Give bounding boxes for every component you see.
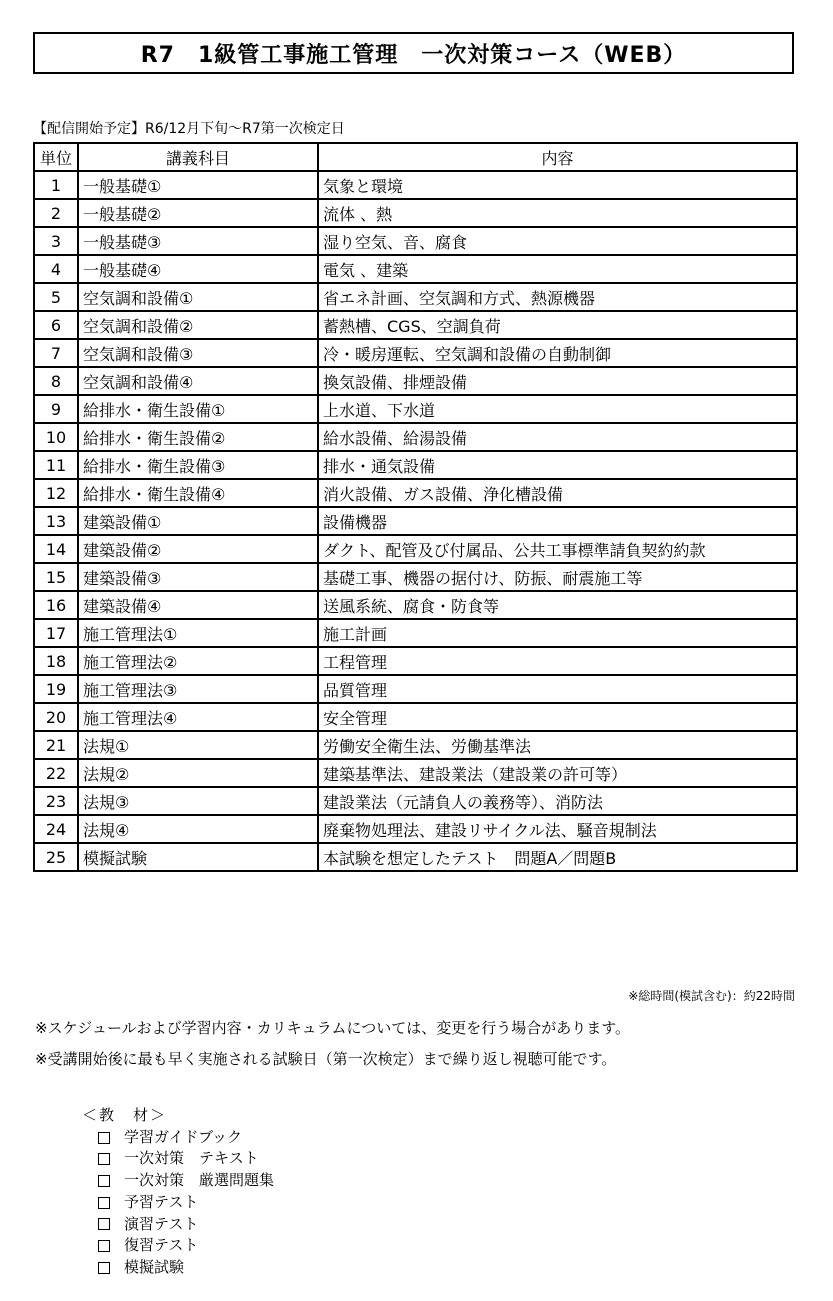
unit-number-cell: 8 xyxy=(34,367,78,395)
material-label: 模擬試験 xyxy=(124,1257,185,1276)
content-cell: 流体 、熱 xyxy=(318,199,797,227)
table-row xyxy=(34,787,797,815)
content-cell: 品質管理 xyxy=(318,675,797,703)
content-cell: 本試験を想定したテスト 問題A／問題B xyxy=(318,843,797,871)
content-cell: 気象と環境 xyxy=(318,171,797,199)
unit-number-cell: 6 xyxy=(34,311,78,339)
subject-cell: 法規④ xyxy=(78,815,318,843)
material-label: 予習テスト xyxy=(124,1192,199,1211)
unit-number-cell: 25 xyxy=(34,843,78,871)
unit-number-cell: 12 xyxy=(34,479,78,507)
material-item xyxy=(98,1148,274,1170)
content-cell: 送風系統、腐食・防食等 xyxy=(318,591,797,619)
table-row xyxy=(34,367,797,395)
unit-number-cell: 17 xyxy=(34,619,78,647)
content-cell: 換気設備、排煙設備 xyxy=(318,367,797,395)
subject-cell: 施工管理法① xyxy=(78,619,318,647)
subject-cell: 給排水・衛生設備① xyxy=(78,395,318,423)
unit-number-cell: 22 xyxy=(34,759,78,787)
subject-cell: 空気調和設備② xyxy=(78,311,318,339)
content-cell: 建築基準法、建設業法（建設業の許可等） xyxy=(318,759,797,787)
unit-number-cell: 11 xyxy=(34,451,78,479)
unit-number-cell: 4 xyxy=(34,255,78,283)
table-row xyxy=(34,535,797,563)
unit-number-cell: 19 xyxy=(34,675,78,703)
unit-number-cell: 2 xyxy=(34,199,78,227)
unit-number-cell: 23 xyxy=(34,787,78,815)
table-row xyxy=(34,619,797,647)
table-row xyxy=(34,647,797,675)
table-row xyxy=(34,339,797,367)
content-cell: 基礎工事、機器の据付け、防振、耐震施工等 xyxy=(318,563,797,591)
header-content: 内容 xyxy=(318,143,797,171)
page-title: R7 1級管工事施工管理 一次対策コース（WEB） xyxy=(33,32,794,74)
material-label: 演習テスト xyxy=(124,1214,199,1233)
content-cell: 電気 、建築 xyxy=(318,255,797,283)
content-cell: 蓄熱槽、CGS、空調負荷 xyxy=(318,311,797,339)
table-row xyxy=(34,703,797,731)
table-row xyxy=(34,591,797,619)
total-time: ※総時間(模試含む)：約22時間 xyxy=(628,989,795,1003)
course-table xyxy=(33,142,798,872)
table-row xyxy=(34,171,797,199)
table-row xyxy=(34,843,797,871)
content-cell: 建設業法（元請負人の義務等）、消防法 xyxy=(318,787,797,815)
material-label: 一次対策 テキスト xyxy=(124,1149,259,1168)
material-item xyxy=(98,1257,274,1279)
table-row xyxy=(34,283,797,311)
content-cell: 消火設備、ガス設備、浄化槽設備 xyxy=(318,479,797,507)
checkbox-square-icon xyxy=(98,1262,110,1274)
checkbox-square-icon xyxy=(98,1132,110,1144)
unit-number-cell: 15 xyxy=(34,563,78,591)
subject-cell: 一般基礎② xyxy=(78,199,318,227)
table-row xyxy=(34,311,797,339)
header-subject: 講義科目 xyxy=(78,143,318,171)
unit-number-cell: 1 xyxy=(34,171,78,199)
subject-cell: 建築設備④ xyxy=(78,591,318,619)
unit-number-cell: 21 xyxy=(34,731,78,759)
subject-cell: 給排水・衛生設備③ xyxy=(78,451,318,479)
table-row xyxy=(34,731,797,759)
checkbox-square-icon xyxy=(98,1197,110,1209)
unit-number-cell: 9 xyxy=(34,395,78,423)
subject-cell: 一般基礎① xyxy=(78,171,318,199)
material-label: 復習テスト xyxy=(124,1236,199,1255)
table-row xyxy=(34,199,797,227)
content-cell: 設備機器 xyxy=(318,507,797,535)
unit-number-cell: 14 xyxy=(34,535,78,563)
table-row xyxy=(34,479,797,507)
subject-cell: 施工管理法② xyxy=(78,647,318,675)
subject-cell: 建築設備② xyxy=(78,535,318,563)
unit-number-cell: 3 xyxy=(34,227,78,255)
unit-number-cell: 13 xyxy=(34,507,78,535)
subject-cell: 給排水・衛生設備② xyxy=(78,423,318,451)
content-cell: 廃棄物処理法、建設リサイクル法、騒音規制法 xyxy=(318,815,797,843)
note-schedule-change: ※スケジュールおよび学習内容・カリキュラムについては、変更を行う場合があります。 xyxy=(35,1019,631,1037)
material-item xyxy=(98,1192,274,1214)
table-row xyxy=(34,815,797,843)
subject-cell: 給排水・衛生設備④ xyxy=(78,479,318,507)
content-cell: 施工計画 xyxy=(318,619,797,647)
content-cell: 給水設備、給湯設備 xyxy=(318,423,797,451)
material-item xyxy=(98,1127,274,1149)
table-row xyxy=(34,563,797,591)
course-table-body xyxy=(34,171,797,871)
table-row xyxy=(34,395,797,423)
checkbox-square-icon xyxy=(98,1153,110,1165)
checkbox-square-icon xyxy=(98,1175,110,1187)
table-row xyxy=(34,675,797,703)
content-cell: 上水道、下水道 xyxy=(318,395,797,423)
unit-number-cell: 20 xyxy=(34,703,78,731)
subject-cell: 模擬試験 xyxy=(78,843,318,871)
subject-cell: 一般基礎④ xyxy=(78,255,318,283)
material-label: 一次対策 厳選問題集 xyxy=(124,1171,275,1190)
table-row xyxy=(34,423,797,451)
table-row xyxy=(34,255,797,283)
unit-number-cell: 7 xyxy=(34,339,78,367)
table-row xyxy=(34,227,797,255)
checkbox-square-icon xyxy=(98,1240,110,1252)
table-row xyxy=(34,759,797,787)
checkbox-square-icon xyxy=(98,1218,110,1230)
content-cell: 省エネ計画、空気調和方式、熱源機器 xyxy=(318,283,797,311)
material-item xyxy=(98,1170,274,1192)
subject-cell: 法規① xyxy=(78,731,318,759)
subject-cell: 空気調和設備③ xyxy=(78,339,318,367)
subject-cell: 一般基礎③ xyxy=(78,227,318,255)
subject-cell: 法規③ xyxy=(78,787,318,815)
subject-cell: 空気調和設備④ xyxy=(78,367,318,395)
content-cell: 排水・通気設備 xyxy=(318,451,797,479)
content-cell: 湿り空気、音、腐食 xyxy=(318,227,797,255)
unit-number-cell: 5 xyxy=(34,283,78,311)
content-cell: 工程管理 xyxy=(318,647,797,675)
table-header-row xyxy=(34,143,797,171)
material-item xyxy=(98,1235,274,1257)
subject-cell: 空気調和設備① xyxy=(78,283,318,311)
content-cell: 冷・暖房運転、空気調和設備の自動制御 xyxy=(318,339,797,367)
material-item xyxy=(98,1214,274,1236)
table-row xyxy=(34,507,797,535)
unit-number-cell: 18 xyxy=(34,647,78,675)
content-cell: ダクト、配管及び付属品、公共工事標準請負契約約款 xyxy=(318,535,797,563)
materials-list xyxy=(80,1105,274,1279)
content-cell: 労働安全衛生法、労働基準法 xyxy=(318,731,797,759)
table-row xyxy=(34,451,797,479)
materials-heading: ＜教 材＞ xyxy=(82,1106,168,1124)
unit-number-cell: 24 xyxy=(34,815,78,843)
subject-cell: 施工管理法③ xyxy=(78,675,318,703)
subject-cell: 建築設備③ xyxy=(78,563,318,591)
unit-number-cell: 10 xyxy=(34,423,78,451)
content-cell: 安全管理 xyxy=(318,703,797,731)
subject-cell: 建築設備① xyxy=(78,507,318,535)
delivery-schedule: 【配信開始予定】R6/12月下旬～R7第一次検定日 xyxy=(33,121,345,137)
unit-number-cell: 16 xyxy=(34,591,78,619)
header-unit: 単位 xyxy=(34,143,78,171)
subject-cell: 施工管理法④ xyxy=(78,703,318,731)
material-label: 学習ガイドブック xyxy=(124,1127,243,1146)
note-viewing-period: ※受講開始後に最も早く実施される試験日（第一次検定）まで繰り返し視聴可能です。 xyxy=(35,1050,617,1068)
subject-cell: 法規② xyxy=(78,759,318,787)
